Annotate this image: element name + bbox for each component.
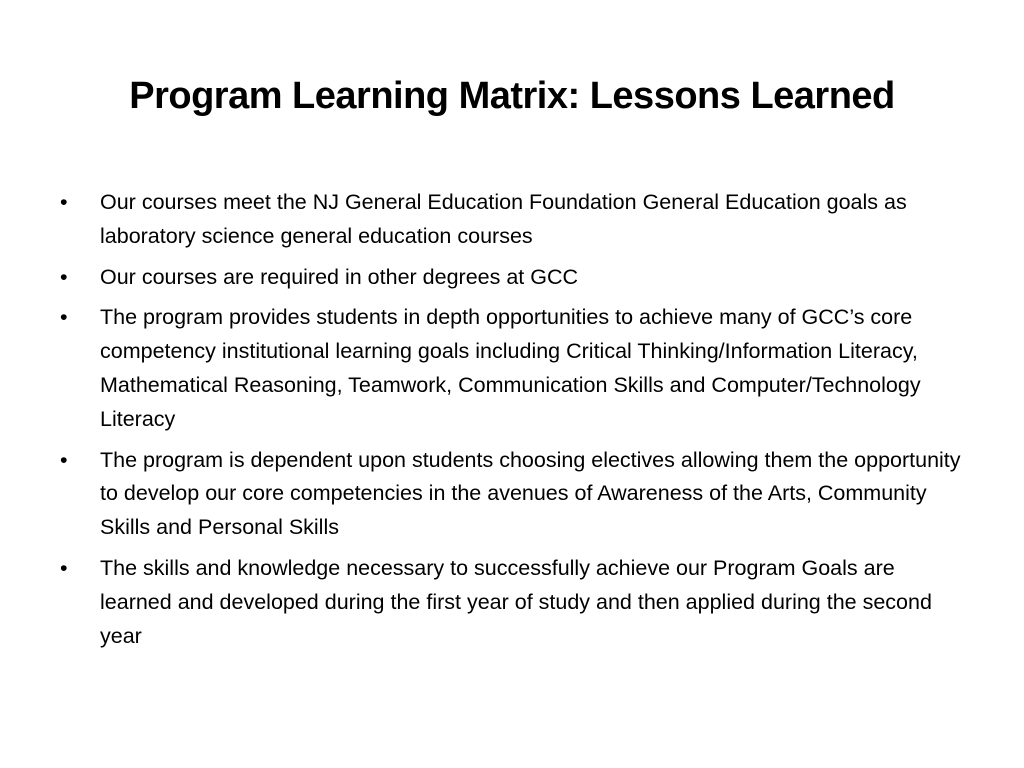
bullet-text: The program is dependent upon students choosing electives allowing them the opportunity to develop our core competencies in the avenues of Awareness of the Arts, Community Skills and Personal Skills [100, 447, 961, 540]
bullet-item [60, 301, 970, 436]
bullet-item [60, 552, 970, 653]
bullet-icon: • [60, 447, 68, 472]
bullet-list [60, 186, 970, 660]
bullet-item [60, 261, 970, 295]
bullet-item [60, 186, 970, 254]
bullet-text: Our courses are required in other degrees at GCC [100, 264, 579, 289]
bullet-icon: • [60, 264, 68, 289]
bullet-text: Our courses meet the NJ General Education Foundation General Education goals as laboratory science general education courses [100, 190, 907, 248]
bullet-icon: • [60, 555, 68, 580]
slide-title: Program Learning Matrix: Lessons Learned [129, 75, 895, 117]
bullet-text: The skills and knowledge necessary to successfully achieve our Program Goals are learned and developed during the first year of study and then applied during the second year [100, 555, 932, 648]
bullet-text: The program provides students in depth opportunities to achieve many of GCC’s core competency institutional learning goals including Critical Thinking/Information Literacy, Mathematical Reasoning, Teamwork, Communication Skills and Computer/Technology Literacy [100, 305, 921, 431]
bullet-icon: • [60, 305, 68, 330]
bullet-item [60, 444, 970, 545]
bullet-icon: • [60, 190, 68, 214]
